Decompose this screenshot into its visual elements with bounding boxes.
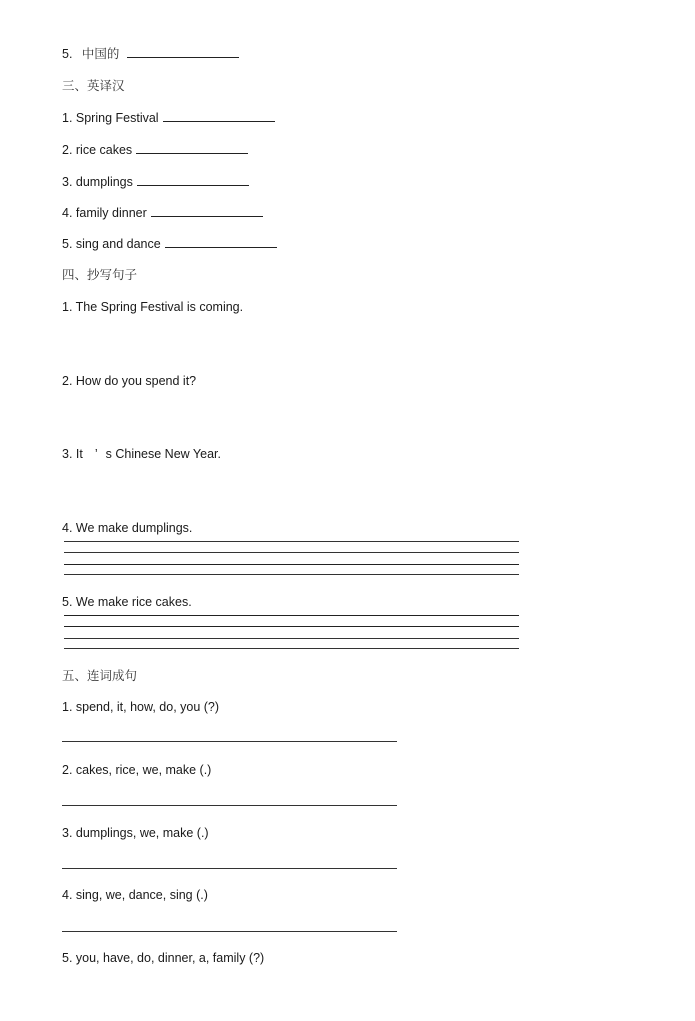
answer-blank[interactable]: [163, 110, 275, 122]
part4-item-5: 5. We make rice cakes.: [62, 595, 192, 609]
copy-line[interactable]: [64, 638, 519, 639]
answer-line[interactable]: [62, 741, 397, 742]
part4-item-2: 2. How do you spend it?: [62, 374, 197, 388]
item-text: 1. Spring Festival: [62, 111, 159, 125]
part5-item-2: 2. cakes, rice, we, make (.): [62, 763, 212, 777]
item-text: 4. family dinner: [62, 206, 147, 220]
copy-line[interactable]: [64, 552, 519, 553]
part5-item-1: 1. spend, it, how, do, you (?): [62, 700, 220, 714]
part5-item-3: 3. dumplings, we, make (.): [62, 826, 209, 840]
part4-item-1: 1. The Spring Festival is coming.: [62, 300, 244, 314]
answer-line[interactable]: [62, 931, 397, 932]
answer-blank[interactable]: [151, 205, 263, 217]
part3-item-5: [62, 236, 277, 252]
item-text: 5. sing and dance: [62, 237, 161, 251]
part3-item-1: [62, 110, 275, 126]
copy-line[interactable]: [64, 574, 519, 575]
answer-blank[interactable]: [165, 236, 277, 248]
part3-item-2: [62, 142, 248, 158]
copy-line[interactable]: [64, 564, 519, 565]
answer-blank[interactable]: [127, 46, 239, 58]
copy-line[interactable]: [64, 615, 519, 616]
part4-item-4: 4. We make dumplings.: [62, 521, 193, 535]
apostrophe: ’: [94, 447, 98, 461]
copy-line[interactable]: [64, 626, 519, 627]
item-text: 2. rice cakes: [62, 143, 133, 157]
section-heading-part3: 三、英译汉: [62, 78, 125, 93]
part2-item-5: [62, 46, 239, 62]
item-text: 3. dumplings: [62, 175, 133, 189]
section-heading-part4: 四、抄写句子: [62, 267, 138, 282]
part4-item-3: [62, 446, 221, 462]
part3-item-4: [62, 205, 263, 221]
item-number: 5.: [62, 47, 73, 61]
answer-line[interactable]: [62, 805, 397, 806]
answer-blank[interactable]: [136, 142, 248, 154]
copy-line[interactable]: [64, 648, 519, 649]
answer-blank[interactable]: [137, 174, 249, 186]
item-text-rest: s Chinese New Year.: [105, 447, 221, 461]
item-text: 3. It: [62, 447, 83, 461]
item-text: 中国的: [81, 46, 120, 61]
answer-line[interactable]: [62, 868, 397, 869]
part3-item-3: [62, 174, 249, 190]
part5-item-4: 4. sing, we, dance, sing (.): [62, 888, 208, 902]
part5-item-5: 5. you, have, do, dinner, a, family (?): [62, 951, 265, 965]
copy-line[interactable]: [64, 541, 519, 542]
section-heading-part5: 五、连词成句: [62, 668, 138, 683]
